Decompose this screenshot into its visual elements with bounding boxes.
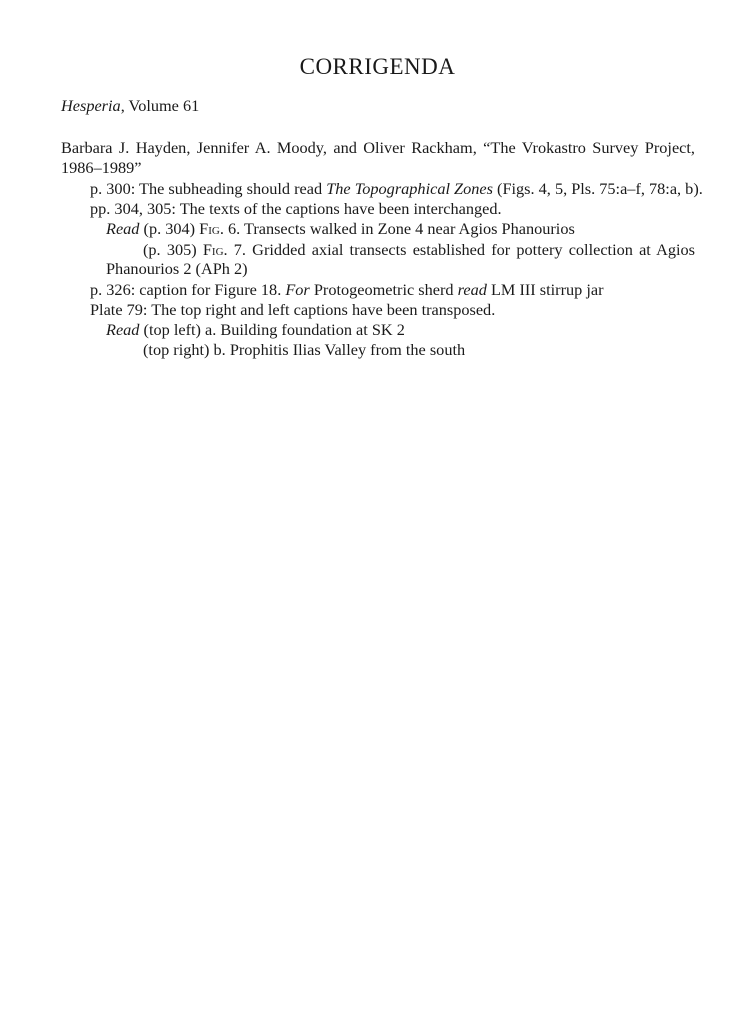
entry-p300-refs: (Figs. 4, 5, Pls. 75:a–f, 78:a, b).: [492, 179, 703, 198]
subheading-title: The Topographical Zones: [326, 179, 493, 198]
entry-p300: [90, 179, 703, 199]
citation-line-2: 1986–1989”: [61, 158, 142, 177]
fig-label: Fig: [199, 219, 220, 238]
journal-line: [61, 96, 199, 116]
entry-pp304-305: pp. 304, 305: The texts of the captions have been interchanged.: [90, 199, 502, 218]
entry-fig7: [143, 240, 695, 260]
entry-p300-text: p. 300: The subheading should read: [90, 179, 327, 198]
read-label: Read: [106, 219, 140, 238]
entry-read-fig6: [106, 219, 575, 239]
journal-name: Hesperia: [61, 96, 121, 115]
entry-fig7-cont: Phanourios 2 (APh 2): [106, 259, 248, 278]
for-label: For: [285, 280, 310, 299]
page-title: CORRIGENDA: [299, 54, 456, 79]
entry-top-right: (top right) b. Prophitis Ilias Valley from the south: [143, 340, 466, 359]
entry-p326: [90, 280, 604, 300]
top-left-caption: (top left) a. Building foundation at SK 2: [139, 320, 405, 339]
entry-plate79: Plate 79: The top right and left captions have been transposed.: [90, 300, 496, 319]
journal-volume: , Volume 61: [120, 96, 200, 115]
old-caption: Protogeometric sherd: [309, 280, 458, 299]
entry-read-top-left: [106, 320, 405, 340]
page-ref: (p. 304): [139, 219, 200, 238]
entry-p326-text: p. 326: caption for Figure 18.: [90, 280, 286, 299]
read-label: read: [457, 280, 487, 299]
read-label: Read: [106, 320, 140, 339]
fig6-caption: . 6. Transects walked in Zone 4 near Agios Phanourios: [219, 219, 575, 238]
citation-line-1: Barbara J. Hayden, Jennifer A. Moody, and Oliver Rackham, “The Vrokastro Survey Project,: [61, 138, 695, 157]
fig-label: Fig: [202, 240, 224, 259]
fig7-caption: . 7. Gridded axial transects established for pottery collection at Agios: [223, 240, 696, 259]
new-caption: LM III stirrup jar: [486, 280, 604, 299]
page-ref: (p. 305): [143, 240, 203, 259]
